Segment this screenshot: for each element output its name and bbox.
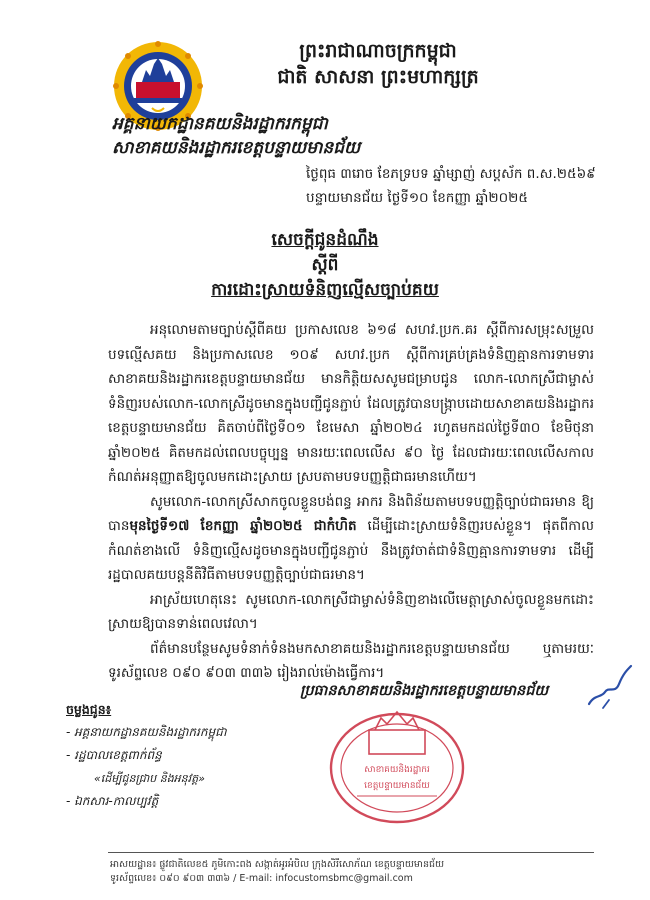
handwritten-signature (585, 664, 635, 712)
notice-title-subject: ការដោះស្រាយទំនិញល្មើសច្បាប់គយ (211, 280, 439, 300)
footer-address: អាសយដ្ឋាន៖ ផ្លូវជាតិលេខ៥ ភូមិកោះពង សង្កាត់អូរអំបិល ក្រុងសិរីសោភ័ណ ខេត្តបន្ទាយមានជ័យ (110, 859, 445, 870)
stamp-bottom-text: ខេត្តបន្ទាយមានជ័យ (364, 781, 430, 791)
issuing-agency (112, 112, 360, 160)
copy-to-heading: ចម្លងជូន៖ (66, 702, 112, 717)
notice-title-main: សេចក្តីជូនដំណឹង (271, 230, 379, 250)
nation-motto: ជាតិ សាសនា ព្រះមហាក្សត្រ (277, 66, 479, 88)
notice-title (0, 228, 650, 303)
body-paragraph-1: អនុលោមតាមច្បាប់ស្តីពីគយ ប្រកាសលេខ ៦១៨ សហវ.ប្រក.គរ ស្តីពីការសម្រុះសម្រួលបទល្មើសគយ និងប្រកាសលេខ ១០៩ សហវ.ប្រក ស្តីពីការគ្រប់គ្រងទំនិញគ្មានការទាមទារ សាខាគយនិងរដ្ឋាករខេត្តបន្ទាយមានជ័យ មានកិត្តិយសសូមជម្រាបជូន លោក-លោកស្រីជាម្ចាស់ទំនិញរបស់លោក-លោកស្រីដូចមានក្នុងបញ្ជីជូនភ្ជាប់ ដែលត្រូវបានបង្ក្រាបដោយសាខាគយនិងរដ្ឋាករខេត្តបន្ទាយមានជ័យ គិតចាប់ពីថ្ងៃទី០១ ខែមេសា ឆ្នាំ២០២៤ រហូតមកដល់ថ្ងៃទី៣០ ខែមិថុនា ឆ្នាំ២០២៥ គិតមកដល់ពេលបច្ចុប្បន្ន មានរយៈពេលលើស ៩០ ថ្ងៃ ដែលជារយៈពេលលើសកាលកំណត់អនុញ្ញាតឱ្យចូលមកដោះស្រាយ ស្របតាមបទបញ្ញត្តិជាធរមានហើយ។ (108, 322, 594, 485)
notice-body (108, 318, 594, 686)
copy-to-item-1: - អគ្គនាយកដ្ឋានគយនិងរដ្ឋាករកម្ពុជា (66, 725, 227, 739)
body-paragraph-3: អាស្រ័យហេតុនេះ សូមលោក-លោកស្រីជាម្ចាស់ទំនិញខាងលើមេត្តាស្រាស់ចូលខ្លួនមកដោះស្រាយឱ្យបានទាន់ពេលវេលា។ (108, 591, 594, 632)
body-paragraph-2 (108, 490, 594, 588)
footer-contact: ទូរស័ព្ទលេខ៖ ០៩០ ៩០៣ ៣៣៦ / E-mail: infocustomsbmc@gmail.com (110, 873, 413, 884)
kingdom-heading (218, 38, 538, 90)
official-seal-stamp (327, 708, 467, 826)
agency-branch: សាខាគយនិងរដ្ឋាករខេត្តបន្ទាយមានជ័យ (112, 138, 361, 158)
payment-deadline: មុនថ្ងៃទី១៧ ខែកញ្ញា ឆ្នាំ២០២៥ ជាកំហិត (129, 518, 357, 534)
copy-to-item-2: - រដ្ឋបាលខេត្តពាក់ព័ន្ធ (66, 748, 162, 762)
copy-to-item-3: - ឯកសារ-កាលប្បវត្តិ (66, 794, 159, 808)
paragraph-2-rest: ដើម្បីដោះស្រាយទំនិញរបស់ខ្លួន។ ផុតពីកាលកំណត់ខាងលើ ទំនិញល្មើសដូចមានក្នុងបញ្ជីជូនភ្ជាប់ នឹងត្រូវចាត់ជាទំនិញគ្មានការទាមទារ ដើម្បីរដ្ឋបាលគយបន្តនីតិវិធីតាមបទបញ្ញត្តិច្បាប់ជាធរមាន។ (108, 518, 594, 583)
copy-to-list (66, 698, 227, 813)
footer-divider (108, 852, 594, 853)
paragraph-2-intro: សូមលោក-លោកស្រីសាកចូលខ្លួនបង់ពន្ធ អាករ និងពិន័យតាមបទបញ្ញត្តិច្បាប់ជាធរមាន ឱ្យបាន (108, 493, 594, 534)
body-paragraph-4: ព័ត៌មានបន្ថែមសូមទំនាក់ទំនងមកសាខាគយនិងរដ្ឋាករខេត្តបន្ទាយមានជ័យ ឬតាមរយៈទូរស័ព្ទលេខ ០៩០ ៩០៣ ៣៣៦ រៀងរាល់ម៉ោងធ្វើការ។ (108, 640, 594, 681)
agency-department: អគ្គនាយកដ្ឋានគយនិងរដ្ឋាករកម្ពុជា (112, 114, 328, 134)
notice-title-about: ស្តីពី (311, 255, 339, 275)
copy-to-note: «ដើម្បីជូនជ្រាប និងអនុវត្ត» (94, 772, 205, 785)
footer (110, 858, 600, 886)
solar-date: បន្ទាយមានជ័យ ថ្ងៃទី១០ ខែកញ្ញា ឆ្នាំ២០២៥ (306, 190, 528, 206)
lunar-date: ថ្ងៃពុធ ៣រោច ខែភទ្របទ ឆ្នាំម្សាញ់ សប្តស័ក ព.ស.២៥៦៩ (306, 166, 596, 182)
signer-title: ប្រធានសាខាគយនិងរដ្ឋាករខេត្តបន្ទាយមានជ័យ (300, 683, 549, 699)
stamp-top-text: សាខាគយនិងរដ្ឋាករ (364, 765, 430, 775)
date-block (306, 162, 596, 210)
kingdom-title: ព្រះរាជាណាចក្រកម្ពុជា (299, 40, 457, 62)
